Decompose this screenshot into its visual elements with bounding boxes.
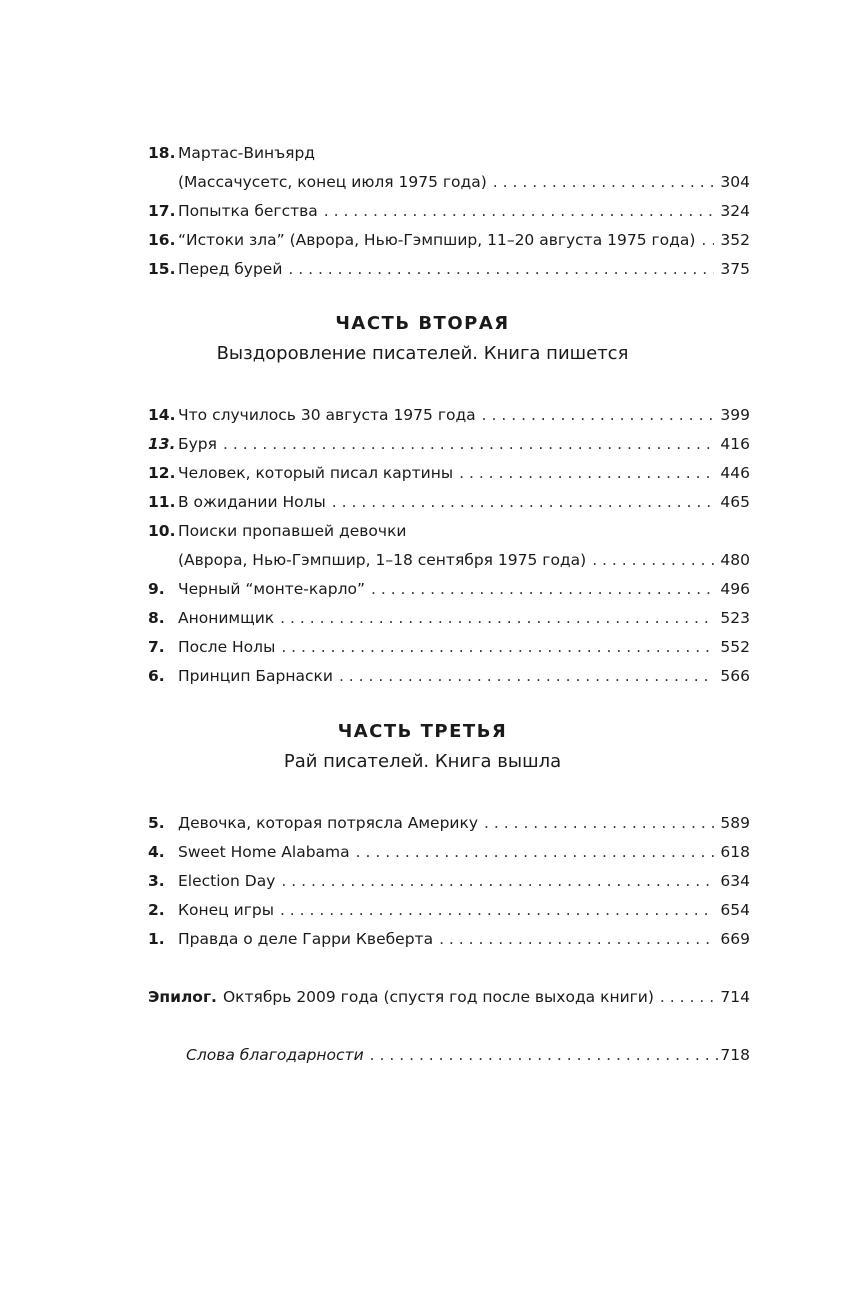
leader-dots: [660, 985, 714, 1009]
toc-entry[interactable]: [148, 170, 750, 194]
leader-dots: [332, 490, 715, 514]
part-heading: ЧАСТЬ ВТОРАЯ: [335, 313, 510, 334]
leader-dots: [280, 606, 714, 630]
chapter-title: Попытка бегства: [178, 202, 318, 220]
leader-dots: [281, 869, 714, 893]
chapter-number: 6.: [148, 667, 165, 685]
leader-dots: [356, 840, 715, 864]
chapter-title: Черный “монте-карло”: [178, 580, 365, 598]
chapter-number: 15.: [148, 260, 176, 278]
chapter-title: “Истоки зла” (Аврора, Нью-Гэмпшир, 11–20 августа 1975 года): [178, 231, 696, 249]
page-number: 352: [720, 231, 750, 249]
page-number: 399: [720, 406, 750, 424]
chapter-number: 11.: [148, 493, 176, 511]
leader-dots: [281, 635, 714, 659]
leader-dots: [459, 461, 714, 485]
toc-entry[interactable]: [148, 898, 750, 922]
chapter-number: 1.: [148, 930, 165, 948]
chapter-title: После Нолы: [178, 638, 276, 656]
chapter-number: 10.: [148, 522, 176, 540]
chapter-title: (Массачусетс, конец июля 1975 года): [178, 173, 487, 191]
page-number: 523: [720, 609, 750, 627]
toc-entry[interactable]: [148, 403, 750, 427]
toc-entry[interactable]: [148, 432, 750, 456]
page-number: 552: [720, 638, 750, 656]
chapter-number: 5.: [148, 814, 165, 832]
chapter-title: В ожидании Нолы: [178, 493, 326, 511]
page-number: 618: [720, 843, 750, 861]
leader-dots: [701, 228, 714, 252]
chapter-title: Sweet Home Alabama: [178, 843, 350, 861]
chapter-title: Буря: [178, 435, 217, 453]
leader-dots: [592, 548, 714, 572]
page-number: 718: [720, 1046, 750, 1064]
toc-entry[interactable]: [148, 519, 750, 543]
toc-entry[interactable]: [148, 840, 750, 864]
chapter-title: Мартас-Винъярд: [178, 144, 316, 162]
leader-dots: [280, 898, 714, 922]
toc-entry[interactable]: [148, 257, 750, 281]
chapter-title: Поиски пропавшей девочки: [178, 522, 407, 540]
chapter-title: (Аврора, Нью-Гэмпшир, 1–18 сентября 1975 года): [178, 551, 587, 569]
toc-entry[interactable]: [148, 548, 750, 572]
toc-entry[interactable]: [148, 606, 750, 630]
chapter-title: Перед бурей: [178, 260, 283, 278]
chapter-title: Конец игры: [178, 901, 274, 919]
toc-entry[interactable]: [148, 635, 750, 659]
leader-dots: [482, 403, 715, 427]
page-number: 496: [720, 580, 750, 598]
toc-entry[interactable]: [148, 664, 750, 688]
chapter-title: Слова благодарности: [186, 1046, 364, 1064]
chapter-number: 13.: [148, 435, 176, 453]
chapter-number: 7.: [148, 638, 165, 656]
leader-dots: [223, 432, 714, 456]
toc-entry[interactable]: [148, 927, 750, 951]
toc-entry[interactable]: [148, 461, 750, 485]
leader-dots: [439, 927, 714, 951]
chapter-title: Принцип Барнаски: [178, 667, 333, 685]
toc-entry[interactable]: [148, 141, 750, 165]
chapter-number: 9.: [148, 580, 165, 598]
leader-dots: [339, 664, 714, 688]
page-number: 446: [720, 464, 750, 482]
chapter-number: 3.: [148, 872, 165, 890]
page-number: 480: [720, 551, 750, 569]
page-number: 654: [720, 901, 750, 919]
chapter-number: 8.: [148, 609, 165, 627]
chapter-title: Правда о деле Гарри Квеберта: [178, 930, 434, 948]
page-number: 375: [720, 260, 750, 278]
toc-entry[interactable]: [148, 811, 750, 835]
toc-entry[interactable]: [148, 199, 750, 223]
chapter-title: Октябрь 2009 года (спустя год после выхода книги): [222, 988, 654, 1006]
chapter-number: 14.: [148, 406, 176, 424]
page-number: 669: [720, 930, 750, 948]
chapter-title: Девочка, которая потрясла Америку: [178, 814, 479, 832]
chapter-number: 18.: [148, 144, 176, 162]
chapter-title: Человек, который писал картины: [178, 464, 454, 482]
chapter-number: 16.: [148, 231, 176, 249]
toc-entry[interactable]: [148, 985, 750, 1009]
chapter-number: 4.: [148, 843, 165, 861]
leader-dots: [371, 577, 714, 601]
chapter-number: 17.: [148, 202, 176, 220]
toc-entry[interactable]: [148, 577, 750, 601]
toc-entry[interactable]: [186, 1043, 750, 1067]
epilogue-label: Эпилог.: [148, 988, 217, 1006]
toc-entry[interactable]: [148, 869, 750, 893]
part-heading: ЧАСТЬ ТРЕТЬЯ: [337, 721, 508, 742]
chapter-title: Анонимщик: [178, 609, 275, 627]
leader-dots: [324, 199, 715, 223]
chapter-title: Что случилось 30 августа 1975 года: [178, 406, 476, 424]
leader-dots: [370, 1043, 721, 1067]
chapter-number: 12.: [148, 464, 176, 482]
chapter-title: Election Day: [178, 872, 276, 890]
leader-dots: [484, 811, 714, 835]
page-number: 589: [720, 814, 750, 832]
chapter-number: 2.: [148, 901, 165, 919]
page-number: 634: [720, 872, 750, 890]
toc-entry[interactable]: [148, 490, 750, 514]
part-subtitle: Выздоровление писателей. Книга пишется: [216, 343, 629, 364]
page-number: 714: [720, 988, 750, 1006]
page-number: 465: [720, 493, 750, 511]
toc-entry[interactable]: [148, 228, 750, 252]
page-number: 324: [720, 202, 750, 220]
leader-dots: [493, 170, 715, 194]
leader-dots: [288, 257, 714, 281]
part-subtitle: Рай писателей. Книга вышла: [283, 751, 562, 772]
page-number: 566: [720, 667, 750, 685]
page-number: 304: [720, 173, 750, 191]
page-number: 416: [720, 435, 750, 453]
